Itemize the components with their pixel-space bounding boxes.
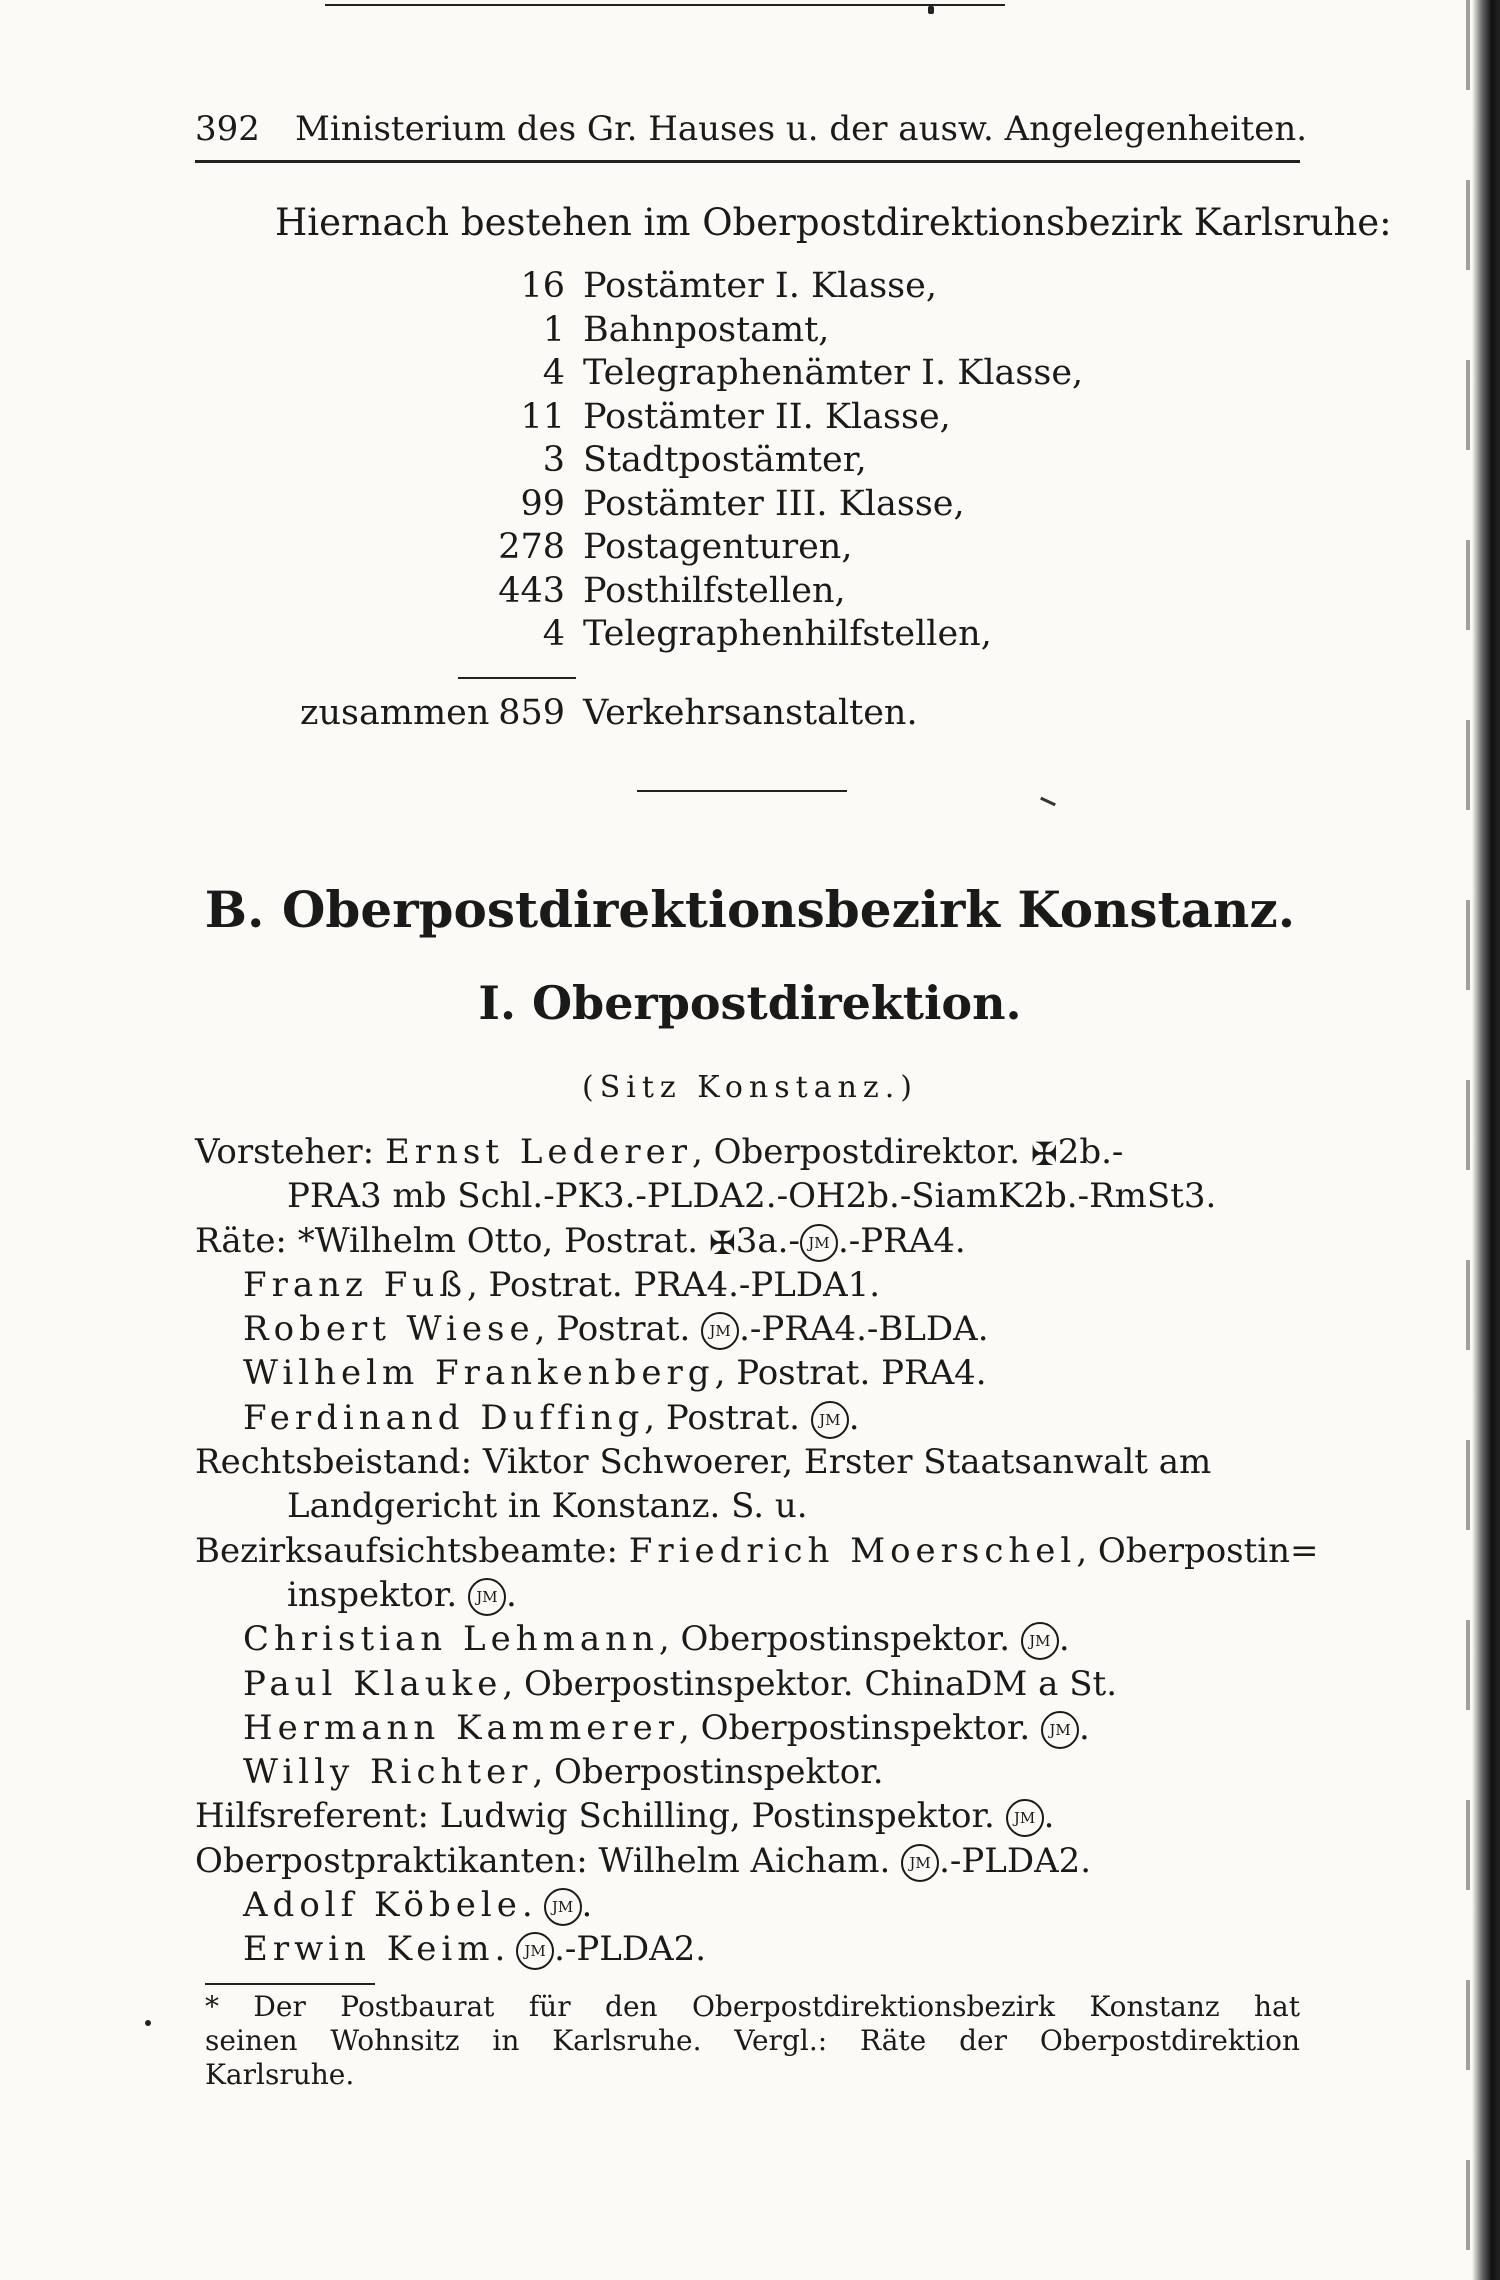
page-spine-edge [1472, 0, 1500, 2280]
office-count: 3 [542, 440, 565, 480]
staff-line [195, 1130, 1305, 1174]
running-header [195, 108, 1308, 150]
staff-line [195, 1529, 1319, 1573]
honors: .-PRA4.-BLDA. [739, 1309, 989, 1350]
person-title: , Oberpostinspektor. [532, 1752, 884, 1793]
footnote-line: seinen Wohnsitz in Karlsruhe. Vergl.: Räte der Oberpostdirektion [205, 2024, 1300, 2057]
footnote-line: * Der Postbaurat für den Oberpostdirektionsbezirk Konstanz hat [205, 1990, 1300, 2023]
order-cross-icon: ✠ [1030, 1135, 1058, 1173]
jm-medal-icon: JM [701, 1312, 739, 1350]
office-count: 99 [520, 483, 565, 524]
staff-line [195, 1484, 1305, 1528]
person-name: Ludwig Schilling [439, 1796, 730, 1837]
person-name: Wilhelm Frankenberg [243, 1353, 715, 1394]
person-title: , Oberpostinspektor. [658, 1619, 1011, 1660]
total-count: 859 [498, 693, 565, 733]
subsection-title: I. Oberpostdirektion. [478, 976, 1022, 1030]
footnote-line: Karlsruhe. [205, 2058, 355, 2091]
person-title: , Oberpostdirektor. [692, 1132, 1021, 1172]
honors: . [581, 1885, 593, 1926]
staff-line [195, 1662, 1305, 1706]
office-row [410, 265, 1110, 309]
honors: . [1043, 1796, 1055, 1837]
office-label: Telegraphenhilfstellen, [583, 614, 992, 654]
person-name: Friedrich Moerschel [628, 1530, 1077, 1571]
jm-medal-icon: JM [800, 1224, 838, 1262]
staff-line [195, 1396, 1305, 1440]
person-name: Wilhelm Aicham [598, 1840, 880, 1881]
staff-list [195, 1130, 1319, 1972]
section-divider [637, 790, 847, 792]
staff-line [195, 1307, 1305, 1351]
print-speck [145, 2020, 151, 2026]
jm-medal-icon: JM [1041, 1711, 1079, 1749]
person-name: Ernst Lederer [384, 1132, 693, 1172]
honors: .-PLDA2. [939, 1840, 1092, 1881]
person-name: Erwin Keim [243, 1929, 495, 1970]
office-label: Postämter II. Klasse, [583, 396, 951, 437]
office-row [410, 570, 1110, 614]
honors: PRA3 mb Schl.-PK3.-PLDA2.-OH2b.-SiamK2b.-RmSt3. [287, 1176, 1217, 1217]
staff-line [195, 1351, 1305, 1395]
role-label: Räte: [195, 1220, 287, 1261]
office-label: Stadtpostämter, [583, 440, 867, 480]
role-label: Oberpostpraktikanten: [195, 1840, 588, 1881]
honors: ChinaDM a St. [864, 1663, 1118, 1704]
top-edge-mark [928, 6, 934, 14]
order-cross-icon: ✠ [708, 1223, 736, 1262]
person-title: , Postrat. [714, 1353, 871, 1394]
honors: .-PRA4. [837, 1220, 966, 1261]
seat-note: (Sitz Konstanz.) [582, 1070, 918, 1105]
office-row [410, 439, 1110, 483]
honors: PRA4. [881, 1353, 987, 1394]
person-name: Viktor Schwoerer [482, 1442, 783, 1483]
person-title: . [494, 1929, 506, 1970]
person-title: , Postrat. [466, 1264, 623, 1305]
print-speck [1040, 797, 1056, 806]
page-number: 392 [195, 109, 260, 149]
total-row [300, 690, 918, 736]
office-label: Postagenturen, [583, 527, 853, 567]
office-count: 443 [498, 570, 565, 611]
staff-line [195, 1573, 1305, 1617]
staff-line [195, 1263, 1305, 1307]
honors: PRA4.-PLDA1. [633, 1264, 881, 1305]
person-title: , Erster Staatsanwalt am [782, 1442, 1212, 1483]
total-label: Verkehrsanstalten. [583, 693, 918, 733]
staff-line [195, 1794, 1305, 1838]
person-name: Adolf Köbele [243, 1885, 522, 1926]
office-count: 11 [520, 396, 565, 437]
office-count: 4 [542, 353, 565, 393]
person-title: . [879, 1840, 891, 1881]
person-title: , Oberpostinspektor. [679, 1707, 1031, 1748]
role-label: Rechtsbeistand: [195, 1442, 473, 1483]
office-label: Telegraphenämter I. Klasse, [583, 353, 1084, 393]
staff-line [195, 1839, 1305, 1883]
honors: . [848, 1397, 860, 1438]
person-name: Ferdinand Duffing [243, 1397, 645, 1438]
office-label: Postämter III. Klasse, [583, 483, 965, 524]
person-title: , Oberpostinspektor. [502, 1663, 854, 1704]
person-name: *Wilhelm Otto [297, 1220, 543, 1261]
office-count-list [410, 265, 1110, 657]
staff-line [195, 1750, 1305, 1794]
jm-medal-icon: JM [516, 1932, 554, 1970]
office-count: 4 [542, 614, 565, 654]
person-title: , Postrat. [644, 1397, 800, 1438]
person-name: Hermann Kammerer [243, 1707, 680, 1748]
role-label: Hilfsreferent: [195, 1796, 429, 1837]
staff-line [195, 1440, 1305, 1484]
jm-medal-icon: JM [544, 1888, 582, 1926]
office-row [410, 396, 1110, 440]
jm-medal-icon: JM [468, 1578, 506, 1616]
office-row [410, 309, 1110, 353]
honors: . [1079, 1707, 1090, 1748]
staff-line [195, 1174, 1305, 1218]
office-row [410, 613, 1110, 657]
office-count: 278 [498, 527, 565, 567]
person-title: , Postrat. [534, 1309, 691, 1350]
jm-medal-icon: JM [811, 1401, 849, 1439]
staff-line [195, 1219, 1305, 1263]
office-label: Bahnpostamt, [583, 309, 830, 350]
jm-medal-icon: JM [1006, 1799, 1044, 1837]
office-row [410, 526, 1110, 570]
jm-medal-icon: JM [1021, 1622, 1059, 1660]
person-title: , Oberpostin= [1076, 1530, 1319, 1571]
role-label: Vorsteher: [195, 1132, 375, 1172]
honors: 2b.- [1057, 1132, 1124, 1172]
staff-line [195, 1883, 1305, 1927]
footnote [205, 1990, 1300, 2092]
office-label: Postämter I. Klasse, [583, 266, 937, 306]
office-row [410, 352, 1110, 396]
footnote-rule [205, 1983, 375, 1985]
person-name: Paul Klauke [243, 1663, 503, 1704]
person-name: Willy Richter [243, 1752, 533, 1793]
person-title: inspektor. [287, 1574, 458, 1615]
office-row [410, 483, 1110, 527]
person-title: , Postrat. [542, 1220, 699, 1261]
summary-intro: Hiernach bestehen im Oberpostdirektionsbezirk Karlsruhe: [275, 201, 1392, 244]
person-name: Christian Lehmann [243, 1619, 659, 1660]
running-title: Ministerium des Gr. Hauses u. der ausw. Angelegenheiten. [295, 109, 1308, 149]
section-title: B. Oberpostdirektionsbezirk Konstanz. [204, 880, 1296, 939]
page-spine-shadow [1466, 0, 1470, 2280]
staff-line [195, 1617, 1305, 1661]
jm-medal-icon: JM [901, 1844, 939, 1882]
office-count: 16 [520, 266, 565, 306]
person-name: Franz Fuß [243, 1264, 467, 1305]
top-edge-rule [325, 4, 1005, 6]
office-count: 1 [542, 309, 565, 350]
sum-rule [458, 677, 576, 679]
honors: . [505, 1574, 517, 1615]
role-label: Bezirksaufsichtsbeamte: [195, 1530, 618, 1571]
honors: .-PLDA2. [554, 1929, 707, 1970]
person-title: , Postinspektor. [729, 1796, 995, 1837]
honors: 3a.- [735, 1220, 800, 1261]
person-title: Landgericht in Konstanz. S. u. [287, 1486, 808, 1527]
staff-line [195, 1927, 1305, 1971]
person-name: Robert Wiese [243, 1309, 535, 1350]
honors: . [1058, 1619, 1070, 1660]
total-prefix: zusammen [300, 693, 490, 733]
staff-line [195, 1706, 1305, 1750]
office-label: Posthilfstellen, [583, 570, 846, 611]
person-title: . [521, 1885, 533, 1926]
header-rule [195, 160, 1300, 163]
